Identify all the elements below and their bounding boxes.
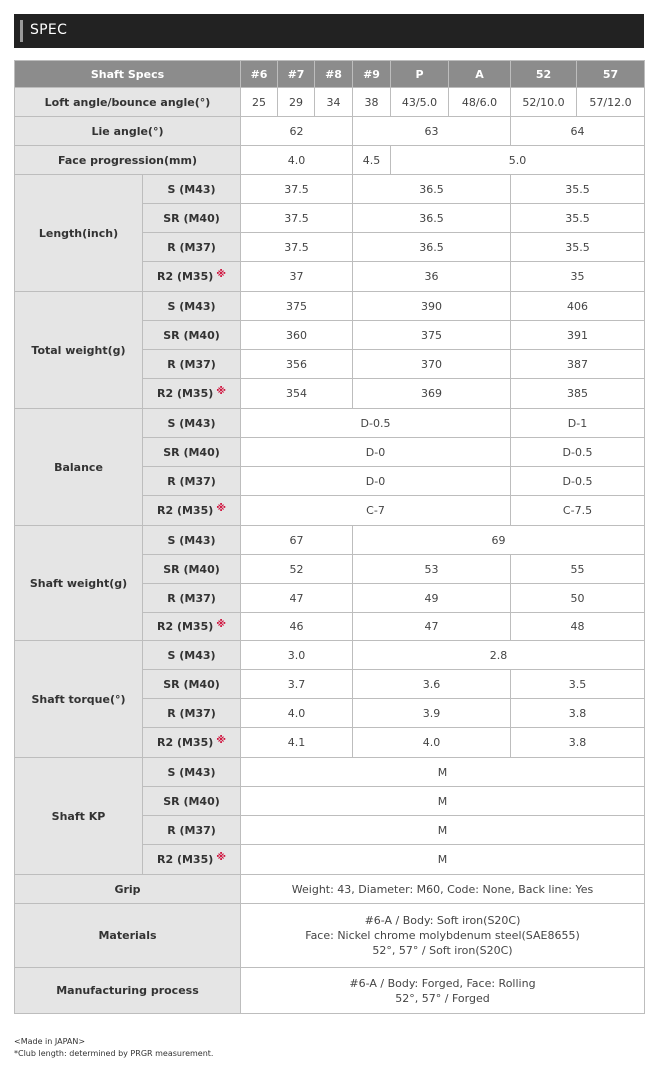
shaft-weight-value: 69 (353, 526, 645, 555)
balance-value: C-7.5 (511, 496, 645, 526)
flex-label: SR (M40) (143, 204, 241, 233)
club-header: A (449, 61, 511, 88)
shaft-kp-row (15, 758, 645, 787)
shaft-kp-value: M (241, 758, 645, 787)
club-header: #9 (353, 61, 391, 88)
shaft-weight-value: 52 (241, 555, 353, 584)
length-value: 36.5 (353, 175, 511, 204)
shaft-torque-value: 3.9 (353, 699, 511, 728)
length-value: 35.5 (511, 204, 645, 233)
face-value: 5.0 (391, 146, 645, 175)
loft-value: 29 (278, 88, 315, 117)
lie-value: 64 (511, 117, 645, 146)
flex-label-r2 (143, 728, 241, 758)
length-label: Length(inch) (15, 175, 143, 292)
shaft-weight-value: 46 (241, 613, 353, 641)
header-row (15, 61, 645, 88)
loft-value: 25 (241, 88, 278, 117)
manufacturing-line: 52°, 57° / Forged (395, 991, 490, 1005)
shaft-torque-value: 3.8 (511, 699, 645, 728)
manufacturing-row (15, 968, 645, 1014)
flex-label: S (M43) (143, 409, 241, 438)
total-weight-value: 370 (353, 350, 511, 379)
manufacturing-value (241, 968, 645, 1014)
shaft-torque-label: Shaft torque(°) (15, 641, 143, 758)
loft-label: Loft angle/bounce angle(°) (15, 88, 241, 117)
shaft-kp-value: M (241, 816, 645, 845)
total-weight-value: 360 (241, 321, 353, 350)
flex-label-text: R2 (M35) (157, 386, 214, 400)
total-weight-value: 354 (241, 379, 353, 409)
flex-label: R (M37) (143, 584, 241, 613)
length-value: 36.5 (353, 204, 511, 233)
shaft-torque-value: 3.7 (241, 670, 353, 699)
lie-value: 63 (353, 117, 511, 146)
face-label: Face progression(mm) (15, 146, 241, 175)
club-header: 52 (511, 61, 577, 88)
club-header: #8 (315, 61, 353, 88)
asterisk-mark: ※ (216, 268, 226, 280)
total-weight-label: Total weight(g) (15, 292, 143, 409)
length-value: 35 (511, 262, 645, 292)
length-row (15, 175, 645, 204)
total-weight-value: 375 (353, 321, 511, 350)
materials-line: 52°, 57° / Soft iron(S20C) (372, 944, 513, 957)
flex-label: S (M43) (143, 175, 241, 204)
club-length-note: *Club length: determined by PRGR measurement. (14, 1049, 214, 1058)
shaft-torque-value: 2.8 (353, 641, 645, 670)
length-value: 37.5 (241, 175, 353, 204)
asterisk-mark: ※ (216, 618, 226, 630)
shaft-torque-value: 4.0 (241, 699, 353, 728)
shaft-weight-value: 48 (511, 613, 645, 641)
manufacturing-label: Manufacturing process (15, 968, 241, 1014)
materials-line: #6-A / Body: Soft iron(S20C) (364, 914, 521, 927)
shaft-weight-value: 47 (241, 584, 353, 613)
flex-label-text: R2 (M35) (157, 735, 214, 749)
flex-label: SR (M40) (143, 670, 241, 699)
length-value: 37 (241, 262, 353, 292)
balance-label: Balance (15, 409, 143, 526)
flex-label-text: R2 (M35) (157, 852, 214, 866)
shaft-weight-label: Shaft weight(g) (15, 526, 143, 641)
flex-label-text: R2 (M35) (157, 269, 214, 283)
balance-value: D-0 (241, 438, 511, 467)
shaft-torque-value: 3.6 (353, 670, 511, 699)
flex-label: S (M43) (143, 526, 241, 555)
page-title: SPEC (30, 22, 68, 38)
shaft-torque-value: 3.8 (511, 728, 645, 758)
shaft-specs-header: Shaft Specs (15, 61, 241, 88)
shaft-weight-value: 50 (511, 584, 645, 613)
shaft-torque-value: 4.1 (241, 728, 353, 758)
length-value: 35.5 (511, 233, 645, 262)
balance-value: D-0.5 (511, 438, 645, 467)
length-value: 36.5 (353, 233, 511, 262)
total-weight-row (15, 292, 645, 321)
flex-label-r2 (143, 262, 241, 292)
materials-value (241, 904, 645, 968)
shaft-torque-row (15, 641, 645, 670)
total-weight-value: 369 (353, 379, 511, 409)
lie-row (15, 117, 645, 146)
flex-label: S (M43) (143, 641, 241, 670)
asterisk-mark: ※ (216, 385, 226, 397)
length-value: 37.5 (241, 233, 353, 262)
grip-value: Weight: 43, Diameter: M60, Code: None, Back line: Yes (241, 875, 645, 904)
shaft-torque-value: 3.5 (511, 670, 645, 699)
flex-label-r2 (143, 379, 241, 409)
shaft-kp-value: M (241, 845, 645, 875)
shaft-kp-value: M (241, 787, 645, 816)
total-weight-value: 387 (511, 350, 645, 379)
loft-value: 52/10.0 (511, 88, 577, 117)
materials-line: Face: Nickel chrome molybdenum steel(SAE8655) (305, 929, 580, 942)
balance-value: D-0 (241, 467, 511, 496)
face-row (15, 146, 645, 175)
header-accent-bar (20, 20, 23, 42)
flex-label: SR (M40) (143, 438, 241, 467)
balance-row (15, 409, 645, 438)
length-value: 35.5 (511, 175, 645, 204)
length-value: 36 (353, 262, 511, 292)
asterisk-mark: ※ (216, 502, 226, 514)
flex-label: R (M37) (143, 699, 241, 728)
flex-label: S (M43) (143, 292, 241, 321)
total-weight-value: 391 (511, 321, 645, 350)
flex-label-text: R2 (M35) (157, 619, 214, 633)
loft-row (15, 88, 645, 117)
shaft-kp-label: Shaft KP (15, 758, 143, 875)
club-header: #7 (278, 61, 315, 88)
materials-row (15, 904, 645, 968)
shaft-weight-value: 53 (353, 555, 511, 584)
spec-table (14, 60, 645, 1014)
club-header: P (391, 61, 449, 88)
flex-label: S (M43) (143, 758, 241, 787)
club-header: 57 (577, 61, 645, 88)
flex-label: R (M37) (143, 350, 241, 379)
flex-label-r2 (143, 845, 241, 875)
total-weight-value: 390 (353, 292, 511, 321)
flex-label: SR (M40) (143, 321, 241, 350)
length-value: 37.5 (241, 204, 353, 233)
loft-value: 43/5.0 (391, 88, 449, 117)
shaft-weight-value: 47 (353, 613, 511, 641)
total-weight-value: 385 (511, 379, 645, 409)
footnotes (14, 1036, 213, 1060)
manufacturing-line: #6-A / Body: Forged, Face: Rolling (349, 976, 536, 990)
spec-header (14, 14, 644, 48)
loft-value: 48/6.0 (449, 88, 511, 117)
flex-label: SR (M40) (143, 555, 241, 584)
made-in-note: <Made in JAPAN> (14, 1037, 86, 1046)
flex-label-text: R2 (M35) (157, 503, 214, 517)
shaft-torque-value: 4.0 (353, 728, 511, 758)
asterisk-mark: ※ (216, 734, 226, 746)
shaft-weight-value: 49 (353, 584, 511, 613)
flex-label: R (M37) (143, 816, 241, 845)
face-value: 4.5 (353, 146, 391, 175)
loft-value: 57/12.0 (577, 88, 645, 117)
materials-label: Materials (15, 904, 241, 968)
flex-label: R (M37) (143, 233, 241, 262)
face-value: 4.0 (241, 146, 353, 175)
shaft-torque-value: 3.0 (241, 641, 353, 670)
total-weight-value: 356 (241, 350, 353, 379)
total-weight-value: 406 (511, 292, 645, 321)
loft-value: 34 (315, 88, 353, 117)
shaft-weight-value: 67 (241, 526, 353, 555)
lie-value: 62 (241, 117, 353, 146)
balance-value: D-0.5 (241, 409, 511, 438)
shaft-weight-value: 55 (511, 555, 645, 584)
flex-label-r2 (143, 613, 241, 641)
lie-label: Lie angle(°) (15, 117, 241, 146)
flex-label: R (M37) (143, 467, 241, 496)
club-header: #6 (241, 61, 278, 88)
flex-label-r2 (143, 496, 241, 526)
balance-value: C-7 (241, 496, 511, 526)
grip-row (15, 875, 645, 904)
grip-label: Grip (15, 875, 241, 904)
loft-value: 38 (353, 88, 391, 117)
flex-label: SR (M40) (143, 787, 241, 816)
shaft-weight-row (15, 526, 645, 555)
balance-value: D-0.5 (511, 467, 645, 496)
asterisk-mark: ※ (216, 851, 226, 863)
balance-value: D-1 (511, 409, 645, 438)
total-weight-value: 375 (241, 292, 353, 321)
